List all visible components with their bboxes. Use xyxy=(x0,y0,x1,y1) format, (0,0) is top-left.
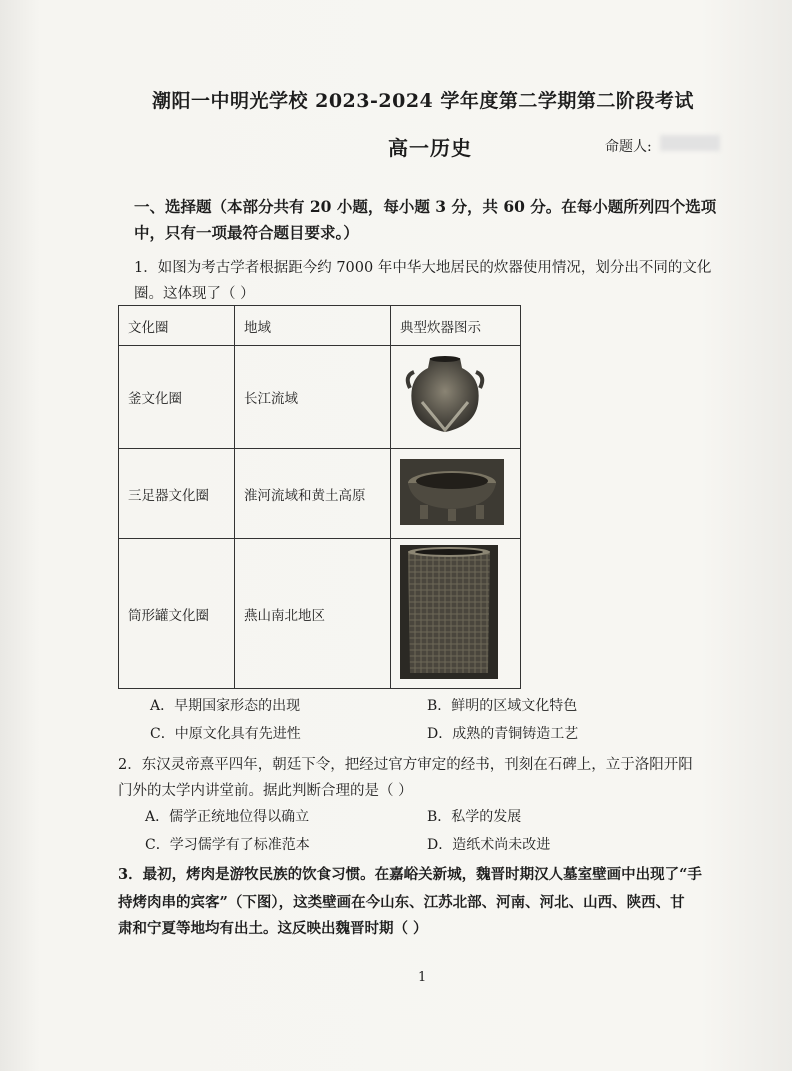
table-header-row xyxy=(119,306,521,346)
q1-option-a: A．早期国家形态的出现 xyxy=(150,698,301,714)
cell-circle: 釜文化圈 xyxy=(119,346,235,449)
cell-region: 淮河流域和黄土高原 xyxy=(235,449,391,539)
redacted-author-name xyxy=(660,135,720,151)
cell-image xyxy=(391,346,521,449)
page-number: 1 xyxy=(418,970,427,985)
question-1-text-cont: 圈。这体现了（ ） xyxy=(134,286,255,302)
question-3-text: 3．最初，烤肉是游牧民族的饮食习惯。在嘉峪关新城，魏晋时期汉人墓室壁画中出现了“手 xyxy=(118,866,702,883)
question-3-text-cont: 持烤肉串的宾客”（下图），这类壁画在今山东、江苏北部、河南、河北、山西、陕西、甘 xyxy=(118,894,685,911)
exam-title: 潮阳一中明光学校 2023-2024 学年度第二学期第二阶段考试 xyxy=(152,90,694,112)
question-2-text: 2．东汉灵帝熹平四年，朝廷下令，把经过官方审定的经书，刊刻在石碑上，立于洛阳开阳 xyxy=(118,757,693,773)
cell-region: 长江流域 xyxy=(235,346,391,449)
section-heading: 一、选择题（本部分共有 20 小题，每小题 3 分，共 60 分。在每小题所列四个选项中，只有一项最符合题目要求。） xyxy=(134,197,717,242)
cell-region: 燕山南北地区 xyxy=(235,539,391,689)
question-3-text-end: 肃和宁夏等地均有出土。这反映出魏晋时期（ ） xyxy=(118,920,428,937)
culture-circle-table xyxy=(118,305,521,689)
table-row xyxy=(119,539,521,689)
author-label: 命题人: xyxy=(605,139,652,155)
q2-option-a: A．儒学正统地位得以确立 xyxy=(145,809,310,825)
tripod-vessel-image xyxy=(400,459,504,525)
header-cell-image: 典型炊器图示 xyxy=(391,306,521,346)
q1-option-b: B．鲜明的区域文化特色 xyxy=(427,698,578,714)
question-2-text-cont: 门外的太学内讲堂前。据此判断合理的是（ ） xyxy=(118,783,413,799)
cell-circle: 筒形罐文化圈 xyxy=(119,539,235,689)
q1-option-d: D．成熟的青铜铸造工艺 xyxy=(427,726,579,742)
q1-option-c: C．中原文化具有先进性 xyxy=(150,726,301,742)
cell-image xyxy=(391,449,521,539)
cell-circle: 三足器文化圈 xyxy=(119,449,235,539)
pottery-fu-vessel-image xyxy=(400,352,490,438)
q2-option-c: C．学习儒学有了标准范本 xyxy=(145,837,310,853)
header-cell-region: 地域 xyxy=(235,306,391,346)
q2-option-d: D．造纸术尚未改进 xyxy=(427,837,551,853)
subject-title: 高一历史 xyxy=(388,136,472,160)
q2-option-b: B．私学的发展 xyxy=(427,809,522,825)
cylindrical-jar-image xyxy=(400,545,498,679)
table-row xyxy=(119,449,521,539)
cell-image xyxy=(391,539,521,689)
question-1-text: 1．如图为考古学者根据距今约 7000 年中华大地居民的炊器使用情况，划分出不同的文化 xyxy=(134,260,712,276)
table-row xyxy=(119,346,521,449)
header-cell-circle: 文化圈 xyxy=(119,306,235,346)
